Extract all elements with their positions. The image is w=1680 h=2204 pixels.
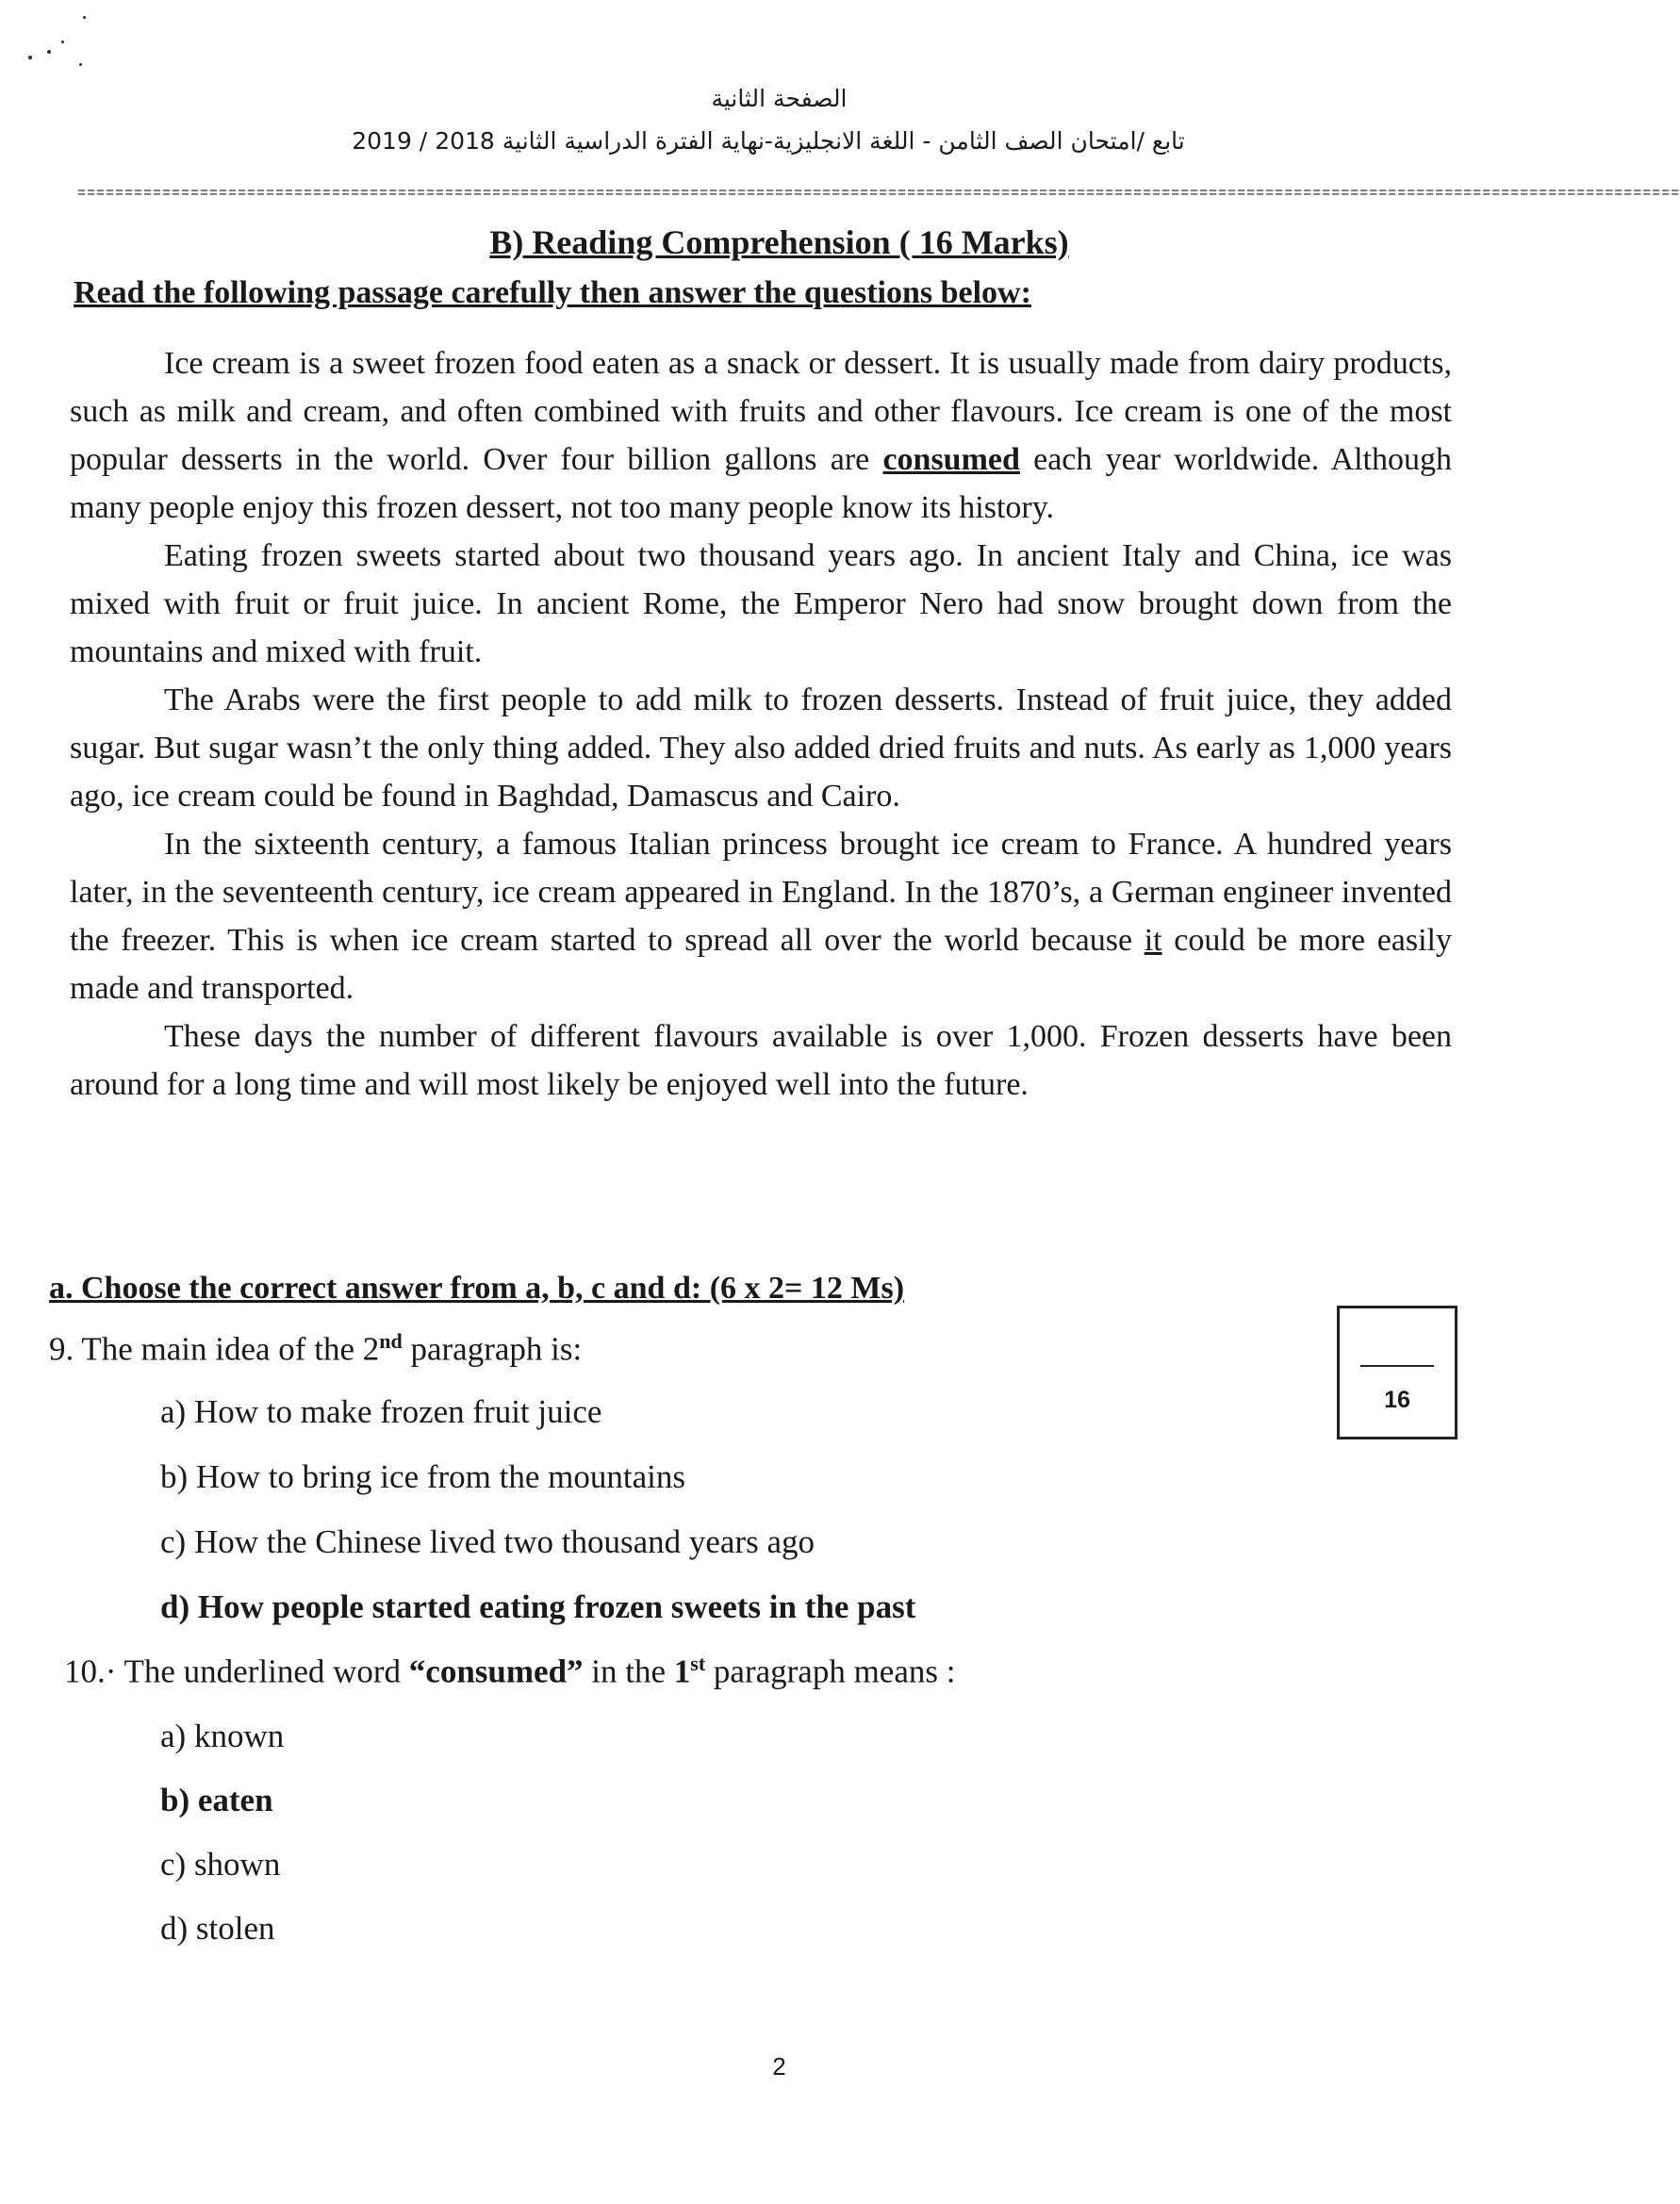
paragraph-2: Eating frozen sweets started about two thousand years ago. In ancient Italy and China, ice was mixed with fruit or fruit juice. In ancient Rome, the Emperor Nero had snow brought down from the mountains and mixed with fruit. (70, 538, 1452, 669)
score-total: 16 (1384, 1387, 1410, 1413)
q10-option-a: a) known (160, 1718, 285, 1754)
paragraph-1: Ice cream is a sweet frozen food eaten as a snack or dessert. It is usually made from dairy products, such as milk and cream, and often combined with fruits and other flavours. Ice cream is one of the most popular desserts in the world. Over four billion gallons are consumed each year worldwide. Although many people enjoy this frozen dessert, not too many people know its history. (70, 346, 1452, 525)
page-number: 2 (772, 2052, 786, 2081)
question-9: 9. The main idea of the 2nd paragraph is: (49, 1329, 583, 1368)
q9-option-a: a) How to make frozen fruit juice (160, 1393, 602, 1430)
header-separator: ========================================================================================================================================================================== (77, 186, 1680, 202)
score-box (1337, 1306, 1458, 1439)
q9-option-d: d) How people started eating frozen sweets in the past (160, 1588, 916, 1625)
q9-option-c: c) How the Chinese lived two thousand years ago (160, 1523, 815, 1560)
arabic-exam-title: تابع /امتحان الصف الثامن - اللغة الانجليزية-نهاية الفترة الدراسية الثانية 2018 / 2019 (352, 127, 1185, 155)
part-a-heading: a. Choose the correct answer from a, b, c and d: (6 x 2= 12 Ms) (49, 1271, 905, 1306)
q10-option-b: b) eaten (160, 1782, 273, 1818)
reading-passage (70, 339, 1452, 1109)
paragraph-5: These days the number of different flavours available is over 1,000. Frozen desserts have been around for a long time and will most likely be enjoyed well into the future. (70, 1019, 1452, 1102)
question-10: 10.· The underlined word “consumed” in the 1st paragraph means : (64, 1652, 956, 1690)
arabic-page-title: الصفحة الثانية (711, 85, 848, 112)
reading-instruction: Read the following passage carefully then answer the questions below: (74, 275, 1031, 310)
underlined-word-it: it (1144, 923, 1162, 958)
q9-option-b: b) How to bring ice from the mountains (160, 1458, 685, 1495)
score-blank-line (1360, 1365, 1434, 1367)
underlined-word-consumed: consumed (882, 442, 1020, 477)
paragraph-3: The Arabs were the first people to add milk to frozen desserts. Instead of fruit juice, they added sugar. But sugar wasn’t the only thing added. They also added dried fruits and nuts. As early as 1,000 years ago, ice cream could be found in Baghdad, Damascus and Cairo. (70, 683, 1452, 814)
q10-option-c: c) shown (160, 1846, 281, 1883)
q10-option-d: d) stolen (160, 1910, 275, 1947)
scan-specks (19, 14, 151, 80)
paragraph-4: In the sixteenth century, a famous Italian princess brought ice cream to France. A hundred years later, in the seventeenth century, ice cream appeared in England. In the 1870’s, a German engineer invented the freezer. This is when ice cream started to spread all over the world because it could be more easily made and transported. (70, 827, 1452, 1006)
section-title: B) Reading Comprehension ( 16 Marks) (489, 223, 1069, 261)
